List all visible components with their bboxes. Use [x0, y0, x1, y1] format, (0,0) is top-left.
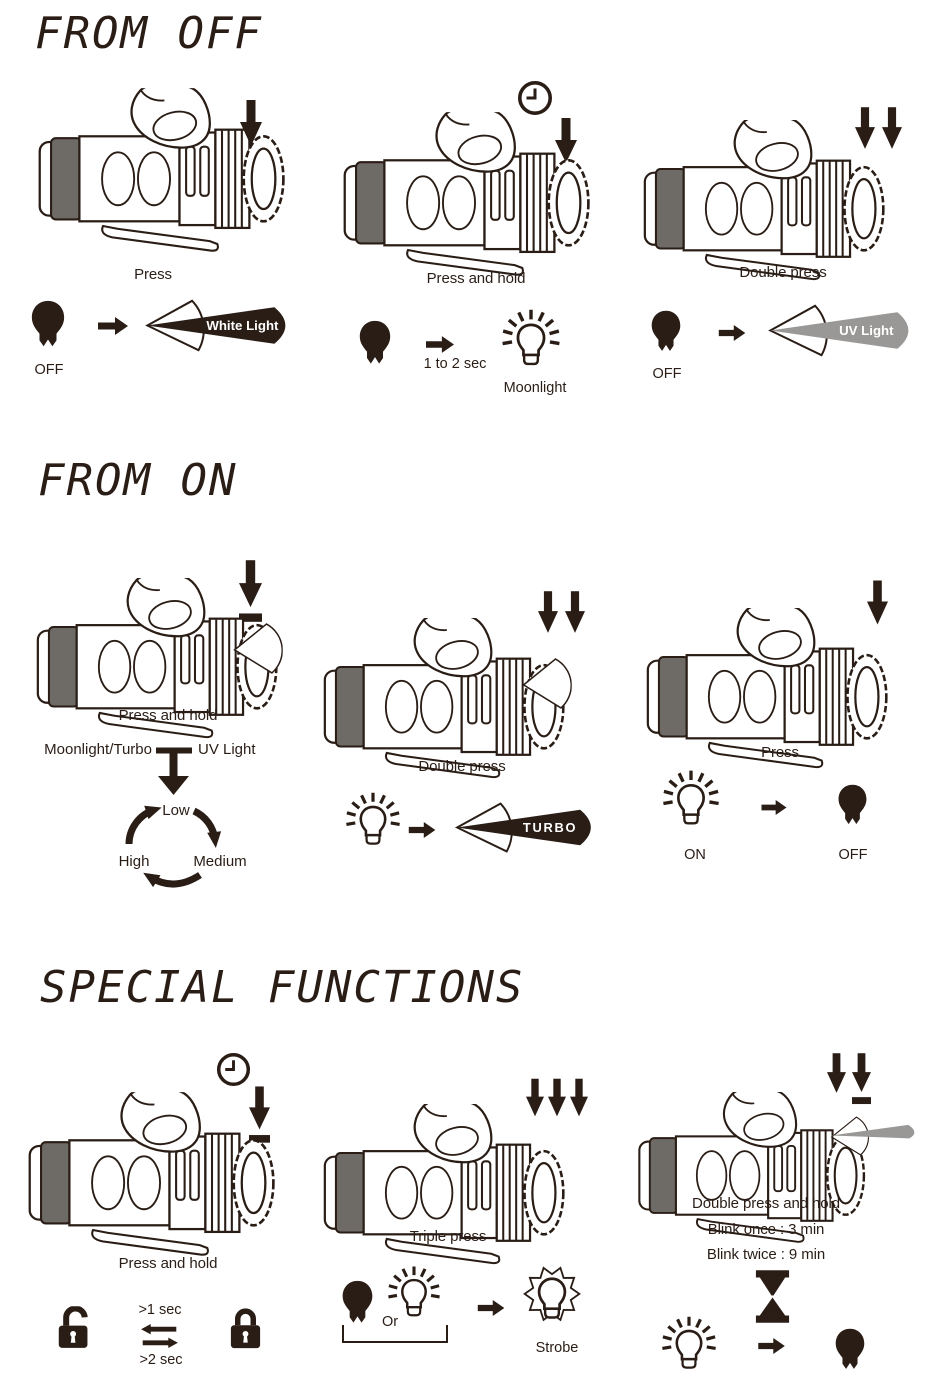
- bulb-on-icon: [502, 307, 560, 377]
- right-arrow-icon: [761, 800, 787, 815]
- section-title-from-off: FROM OFF: [35, 8, 263, 59]
- panel-special-lockout: [20, 1040, 310, 1390]
- result-label: Moonlight: [503, 380, 567, 396]
- cycle-low-label: Low: [162, 802, 190, 819]
- press-arrow-icon: [827, 1053, 846, 1093]
- from-state-label: ON: [684, 847, 706, 863]
- panel-from-off-double-press: [640, 80, 935, 400]
- cycle-top-left-label: Moonlight/Turbo: [44, 741, 152, 758]
- panel-from-on-press-hold: [25, 530, 315, 905]
- gesture-caption: Double press and hold: [691, 1195, 840, 1212]
- state-label: OFF: [652, 366, 682, 382]
- cycle-medium-label: Medium: [193, 853, 247, 870]
- lock-duration-label: >1 sec: [138, 1302, 182, 1318]
- clock-icon: [216, 1052, 251, 1087]
- blink-twice-label: Blink twice : 9 min: [706, 1246, 826, 1263]
- white-light-beam-icon: [140, 297, 300, 354]
- svg-text:UV Light: UV Light: [839, 323, 894, 339]
- blink-once-label: Blink once : 3 min: [707, 1221, 825, 1238]
- turbo-beam-icon: [450, 800, 605, 855]
- bulb-on-icon: [662, 1314, 716, 1380]
- svg-text:White Light: White Light: [206, 318, 279, 334]
- gesture-caption: Press: [134, 266, 172, 283]
- panel-special-timer: [625, 1040, 930, 1395]
- flashlight-illustration: [320, 1104, 570, 1275]
- bulb-on-icon: [663, 768, 719, 836]
- right-arrow-icon: [718, 325, 746, 341]
- bulb-off-icon: [650, 310, 682, 356]
- panel-from-off-press-hold: [330, 70, 620, 410]
- bulb-off-icon: [30, 300, 66, 352]
- gesture-caption: Triple press: [409, 1228, 487, 1245]
- cycle-top-right-label: UV Light: [198, 741, 256, 758]
- panel-special-strobe: [320, 1060, 610, 1395]
- panel-from-on-double-press: [320, 560, 610, 890]
- cycle-high-label: High: [118, 853, 150, 870]
- unlock-duration-label: >2 sec: [139, 1352, 183, 1368]
- gesture-caption: Press and hold: [118, 707, 218, 724]
- press-arrow-icon: [240, 100, 262, 146]
- flashlight-illustration: [340, 112, 595, 287]
- right-arrow-icon: [477, 1300, 505, 1316]
- press-arrow-icon: [570, 1076, 588, 1119]
- uv-light-beam-icon: [763, 302, 923, 359]
- strobe-bulb-icon: [523, 1262, 581, 1338]
- section-title-special-functions: SPECIAL FUNCTIONS: [40, 962, 525, 1013]
- beam-fan-icon: [231, 620, 283, 677]
- gesture-caption: Double press: [739, 264, 827, 281]
- duration-label: 1 to 2 sec: [423, 356, 487, 372]
- or-bracket: [342, 1325, 448, 1343]
- gesture-caption: Press: [761, 744, 799, 761]
- lock-open-icon: [56, 1306, 93, 1349]
- swap-arrows-icon: [141, 1324, 178, 1348]
- section-title-from-on: FROM ON: [38, 455, 238, 506]
- svg-text:TURBO: TURBO: [522, 819, 578, 835]
- lock-closed-icon: [229, 1307, 262, 1349]
- gesture-caption: Press and hold: [118, 1255, 218, 1272]
- narrow-beam-icon: [829, 1120, 921, 1149]
- mode-cycle-diagram: [44, 735, 275, 897]
- right-arrow-icon: [408, 822, 436, 838]
- state-label: OFF: [34, 362, 64, 378]
- hourglass-icon: [753, 1270, 792, 1323]
- strobe-label: Strobe: [535, 1340, 579, 1356]
- to-state-label: OFF: [838, 847, 868, 863]
- bulb-off-icon: [834, 1328, 866, 1374]
- right-arrow-icon: [426, 336, 454, 353]
- gesture-caption: Double press: [418, 758, 506, 775]
- panel-from-on-press: [625, 560, 930, 890]
- panel-from-off-press: [30, 80, 320, 400]
- bulb-on-icon: [346, 790, 400, 856]
- right-arrow-icon: [758, 1338, 785, 1354]
- clock-icon: [517, 80, 553, 116]
- or-label: Or: [381, 1314, 399, 1330]
- right-arrow-icon: [98, 317, 128, 335]
- bulb-off-icon: [837, 784, 868, 829]
- beam-fan-icon: [520, 655, 572, 712]
- gesture-caption: Press and hold: [426, 270, 526, 287]
- bulb-on-icon: [388, 1264, 440, 1327]
- flashlight-illustration: [25, 1092, 280, 1267]
